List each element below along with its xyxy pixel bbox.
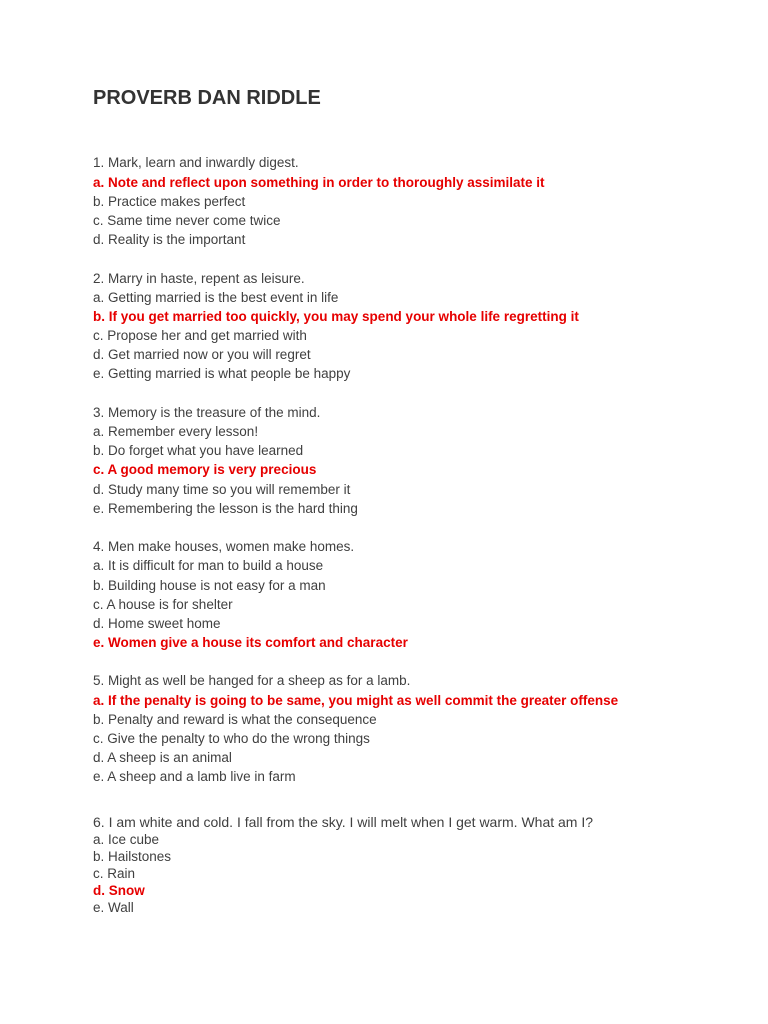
option-b: b. If you get married too quickly, you may spend your whole life regretting it — [93, 308, 579, 324]
question-list — [93, 153, 733, 935]
option-a: a. Remember every lesson! — [93, 424, 259, 440]
option-c: c. Same time never come twice — [93, 212, 281, 228]
question-prompt: 1. Mark, learn and inwardly digest. — [93, 155, 299, 171]
option-d: d. Home sweet home — [93, 615, 221, 631]
question-block — [93, 537, 733, 652]
question-block — [93, 814, 733, 916]
option-b: b. Penalty and reward is what the consequence — [93, 711, 377, 727]
question-prompt: 2. Marry in haste, repent as leisure. — [93, 270, 305, 286]
option-e: e. Getting married is what people be happy — [93, 366, 351, 382]
option-c: c. Give the penalty to who do the wrong things — [93, 731, 370, 747]
option-d: d. Reality is the important — [93, 232, 246, 248]
option-d: d. Snow — [93, 883, 145, 899]
option-a: a. Ice cube — [93, 832, 160, 848]
option-a: a. It is difficult for man to build a house — [93, 558, 324, 574]
option-e: e. A sheep and a lamb live in farm — [93, 769, 296, 785]
option-c: c. A house is for shelter — [93, 596, 233, 612]
question-block — [93, 403, 733, 518]
question-block — [93, 153, 733, 249]
option-c: c. A good memory is very precious — [93, 462, 317, 478]
option-e: e. Remembering the lesson is the hard thing — [93, 500, 358, 516]
option-b: b. Practice makes perfect — [93, 193, 246, 209]
option-b: b. Building house is not easy for a man — [93, 577, 326, 593]
option-a: a. If the penalty is going to be same, you might as well commit the greater offense — [93, 692, 619, 708]
option-e: e. Women give a house its comfort and character — [93, 635, 408, 651]
option-e: e. Wall — [93, 900, 134, 916]
option-b: b. Hailstones — [93, 849, 172, 865]
question-prompt: 6. I am white and cold. I fall from the sky. I will melt when I get warm. What am I? — [93, 814, 594, 831]
question-prompt: 3. Memory is the treasure of the mind. — [93, 404, 321, 420]
option-b: b. Do forget what you have learned — [93, 443, 304, 459]
option-d: d. Study many time so you will remember it — [93, 481, 351, 497]
question-block — [93, 269, 733, 384]
option-c: c. Rain — [93, 866, 136, 882]
question-block — [93, 671, 733, 786]
document-title: PROVERB DAN RIDDLE — [93, 87, 321, 109]
question-prompt: 5. Might as well be hanged for a sheep as for a lamb. — [93, 673, 411, 689]
option-a: a. Getting married is the best event in life — [93, 289, 339, 305]
option-d: d. A sheep is an animal — [93, 750, 232, 766]
question-prompt: 4. Men make houses, women make homes. — [93, 539, 355, 555]
option-c: c. Propose her and get married with — [93, 328, 307, 344]
option-d: d. Get married now or you will regret — [93, 347, 311, 363]
option-a: a. Note and reflect upon something in order to thoroughly assimilate it — [93, 174, 545, 190]
